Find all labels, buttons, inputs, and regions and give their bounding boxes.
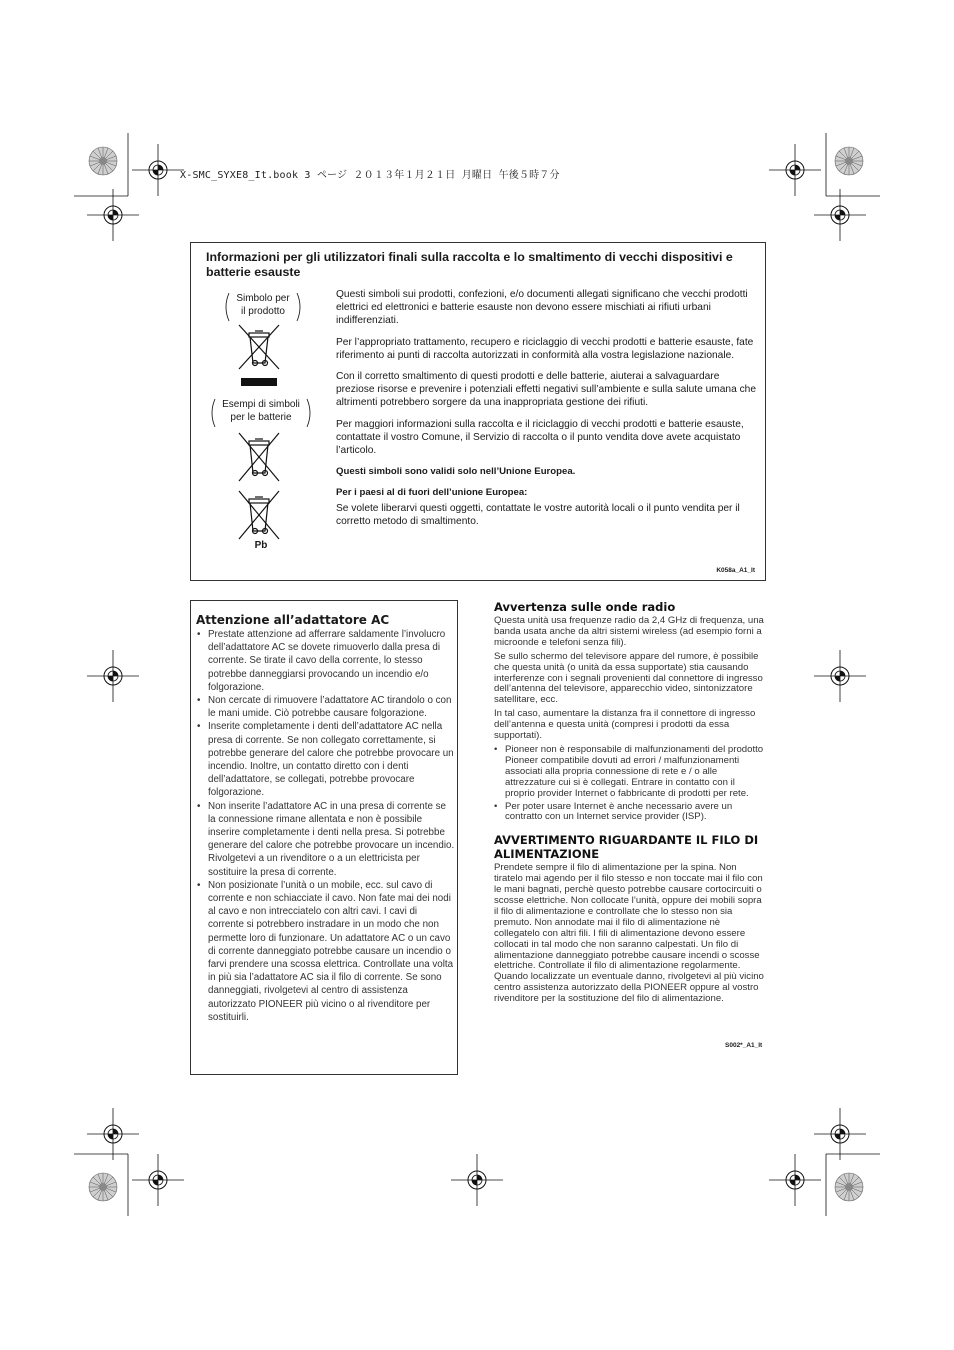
registration-mark-icon <box>132 1154 184 1206</box>
ac-adapter-title: Attenzione all’adattatore AC <box>196 613 390 627</box>
color-bar-circle-icon <box>89 147 117 175</box>
radio-paragraph: Se sullo schermo del televisore appare del rumore, è possibile che questa unità (o unità da essa supportate) stia causando interferenze con i segnali provenienti dal connettore di ingresso dell’antenna del televisore, apparecchio video, sintonizzatore satellitare, ecc. <box>494 650 763 706</box>
weee-paragraph: Con il corretto smaltimento di questi prodotti e delle batterie, aiuterai a salvaguardare preziose risorse e prevenire i potenziali effetti negativi sull’ambiente e sulla salute umana che altrimenti potrebbero sorgere da una inappropriata gestione dei rifiuti. <box>336 371 756 409</box>
symbol-battery-label: Esempi di simboli per le batterie <box>222 399 300 423</box>
registration-mark-icon <box>87 650 139 702</box>
radio-title: Avvertenza sulle onde radio <box>494 600 676 614</box>
symbol-product-label: Simbolo per il prodotto <box>236 293 290 317</box>
weee-info-box <box>190 242 766 581</box>
list-item: • Non posizionate l’unità o un mobile, ecc. sul cavo di corrente e non schiacciate il cavo. Non fate mai dei nodi al cavo e non intrecciatelo con altri cavi. I cavi di corrente si potrebbero instradare in un modo che non permette loro di funzionare. Un adattatore AC o un cavo di corrente danneggiato potrebbe causare un incendio o farvi prendere una scossa elettrica. Controllate una volta in più sia l’adattatore AC sia il filo di corrente. Se sono danneggiati, rivolgetevi al centro di assistenza autorizzato PIONEER più vicino o al rivenditore per sostituirli. <box>191 879 455 1024</box>
ac-adapter-list <box>191 628 455 1024</box>
radio-list <box>494 745 766 823</box>
list-item: • Prestate attenzione ad afferrare saldamente l’involucro dell’adattatore AC se dovete rimuoverlo dalla presa di corrente. Se tirate il cavo della corrente, lo stesso potrebbe danneggiarsi provocando un incendio e/o folgorazione. <box>191 628 455 694</box>
radio-paragraph: In tal caso, aumentare la distanza fra il connettore di ingresso dell’antenna e questa unità (compresi i prodotti da essa supportati). <box>494 708 756 742</box>
registration-mark-icon <box>87 1108 139 1160</box>
power-cord-text: Prendete sempre il filo di alimentazione per la spina. Non tiratelo mai agendo per il filo stesso e non toccate mai il filo con le mani bagnati, perchè questo potrebbe causare cortocircuiti o scosse elettriche. Non collocate l’unità, oppure dei mobili sopra il filo di alimentazione e controllate che lo stesso non sia premuto. Non annodate mai il filo di alimentazione nè collegatelo con altri fili. I fili di alimentazione devono essere collocati in tal modo che non saranno calpestati. Un filo di alimentazione danneggiato potrebbe causare incendi o scosse elettriche. Controllate il filo di alimentazione regolarmente. Quando localizzate un eventuale danno, rivolgetevi al più vicino centro assistenza autorizzato della PIONEER oppure al vostro rivenditore per la sostituzione del filo di alimentazione. <box>494 862 764 1005</box>
radio-paragraph: Questa unità usa frequenze radio da 2,4 GHz di frequenza, una banda usata anche da altri sistemi wireless (ad esempio forni a microonde e telefoni senza fili). <box>494 615 764 648</box>
registration-mark-icon <box>814 1108 866 1160</box>
list-item: • Per poter usare Internet è anche necessario avere un contratto con un Internet service provider (ISP). <box>494 802 766 824</box>
weee-title: Informazioni per gli utilizzatori finali sulla raccolta e lo smaltimento di vecchi dispositivi e batterie esauste <box>206 250 733 279</box>
registration-mark-icon <box>87 189 139 241</box>
registration-mark-icon <box>769 144 821 196</box>
weee-text <box>336 288 756 536</box>
power-cord-title: AVVERTIMENTO RIGUARDANTE IL FILO DI ALIMENTAZIONE <box>494 833 759 862</box>
weee-eu-note: Questi simboli sono validi solo nell’Unione Europea. <box>336 466 576 478</box>
weee-paragraph: Per l’appropriato trattamento, recupero e riciclaggio di vecchi prodotti e batterie esauste, fate riferimento ai punti di raccolta autorizzati in conformità alla vostra legislazione nazionale. <box>336 336 754 361</box>
right-column <box>494 600 766 1008</box>
registration-mark-icon <box>814 189 866 241</box>
color-bar-circle-icon <box>835 147 863 175</box>
list-item: • Non inserite l’adattatore AC in una presa di corrente se la connessione rimane allentata e non è possibile inserire completamente i denti nella presa. Si potrebbe generare del calore che potrebbe provocare un incendio. Rivolgetevi a un rivenditore o a un elettricista per sostituire la presa di corrente. <box>191 800 455 879</box>
registration-mark-icon <box>132 144 184 196</box>
weee-paragraph: Per maggiori informazioni sulla raccolta e il riciclaggio di vecchi prodotti e batterie esauste, contattate il vostro Comune, il Servizio di raccolta o il punto vendita dove avete acquistato l’articolo. <box>336 418 744 457</box>
color-bar-circle-icon <box>835 1173 863 1201</box>
registration-mark-icon <box>451 1154 503 1206</box>
crossed-bin-battery-icon <box>235 431 283 483</box>
power-cord-code: S002*_A1_It <box>725 1042 763 1049</box>
weee-paragraph: Se volete liberarvi questi oggetti, contattate le vostre autorità locali o il punto vendita per il corretto metodo di smaltimento. <box>336 502 740 527</box>
registration-mark-icon <box>814 650 866 702</box>
list-item: • Non cercate di rimuovere l’adattatore AC tirandolo o con le mani umide. Ciò potrebbe causare folgorazione. <box>191 694 455 720</box>
weee-code: K058a_A1_It <box>716 567 755 574</box>
color-bar-circle-icon <box>89 1173 117 1201</box>
pb-label: Pb <box>254 540 268 551</box>
book-file-header: X-SMC_SYXE8_It.book 3 ページ ２０１３年１月２１日 月曜日 午後５時７分 <box>180 170 560 181</box>
list-item: • Pioneer non è responsabile di malfunzionamenti del prodotto Pioneer compatibile dovuti ad errori / malfunzionamenti associati alla propria connessione di rete e / o alle attrezzature cui si è collegati. Entrare in contatto con il proprio provider Internet o fabbricante di prodotti per rete. <box>494 745 766 800</box>
weee-paragraph: Questi simboli sui prodotti, confezioni, e/o documenti allegati significano che vecchi prodotti elettrici ed elettronici e batterie esauste non devono essere mischiati ai rifiuti urbani indifferenziati. <box>336 289 748 327</box>
ac-adapter-box <box>190 600 458 1075</box>
crossed-bin-pb-icon <box>235 489 283 541</box>
registration-mark-icon <box>769 1154 821 1206</box>
crossed-bin-icon <box>235 323 283 389</box>
weee-non-eu-heading: Per i paesi al di fuori dell’unione Europea: <box>336 487 528 499</box>
list-item: • Inserite completamente i denti dell’adattatore AC nella presa di corrente. Se non collegato correttamente, si potrebbe generare del calore che potrebbe provocare un incendio. Inoltre, un contatto diretto con i denti dell’adattatore, se collegati, potrebbe provocare folgorazione. <box>191 720 455 799</box>
